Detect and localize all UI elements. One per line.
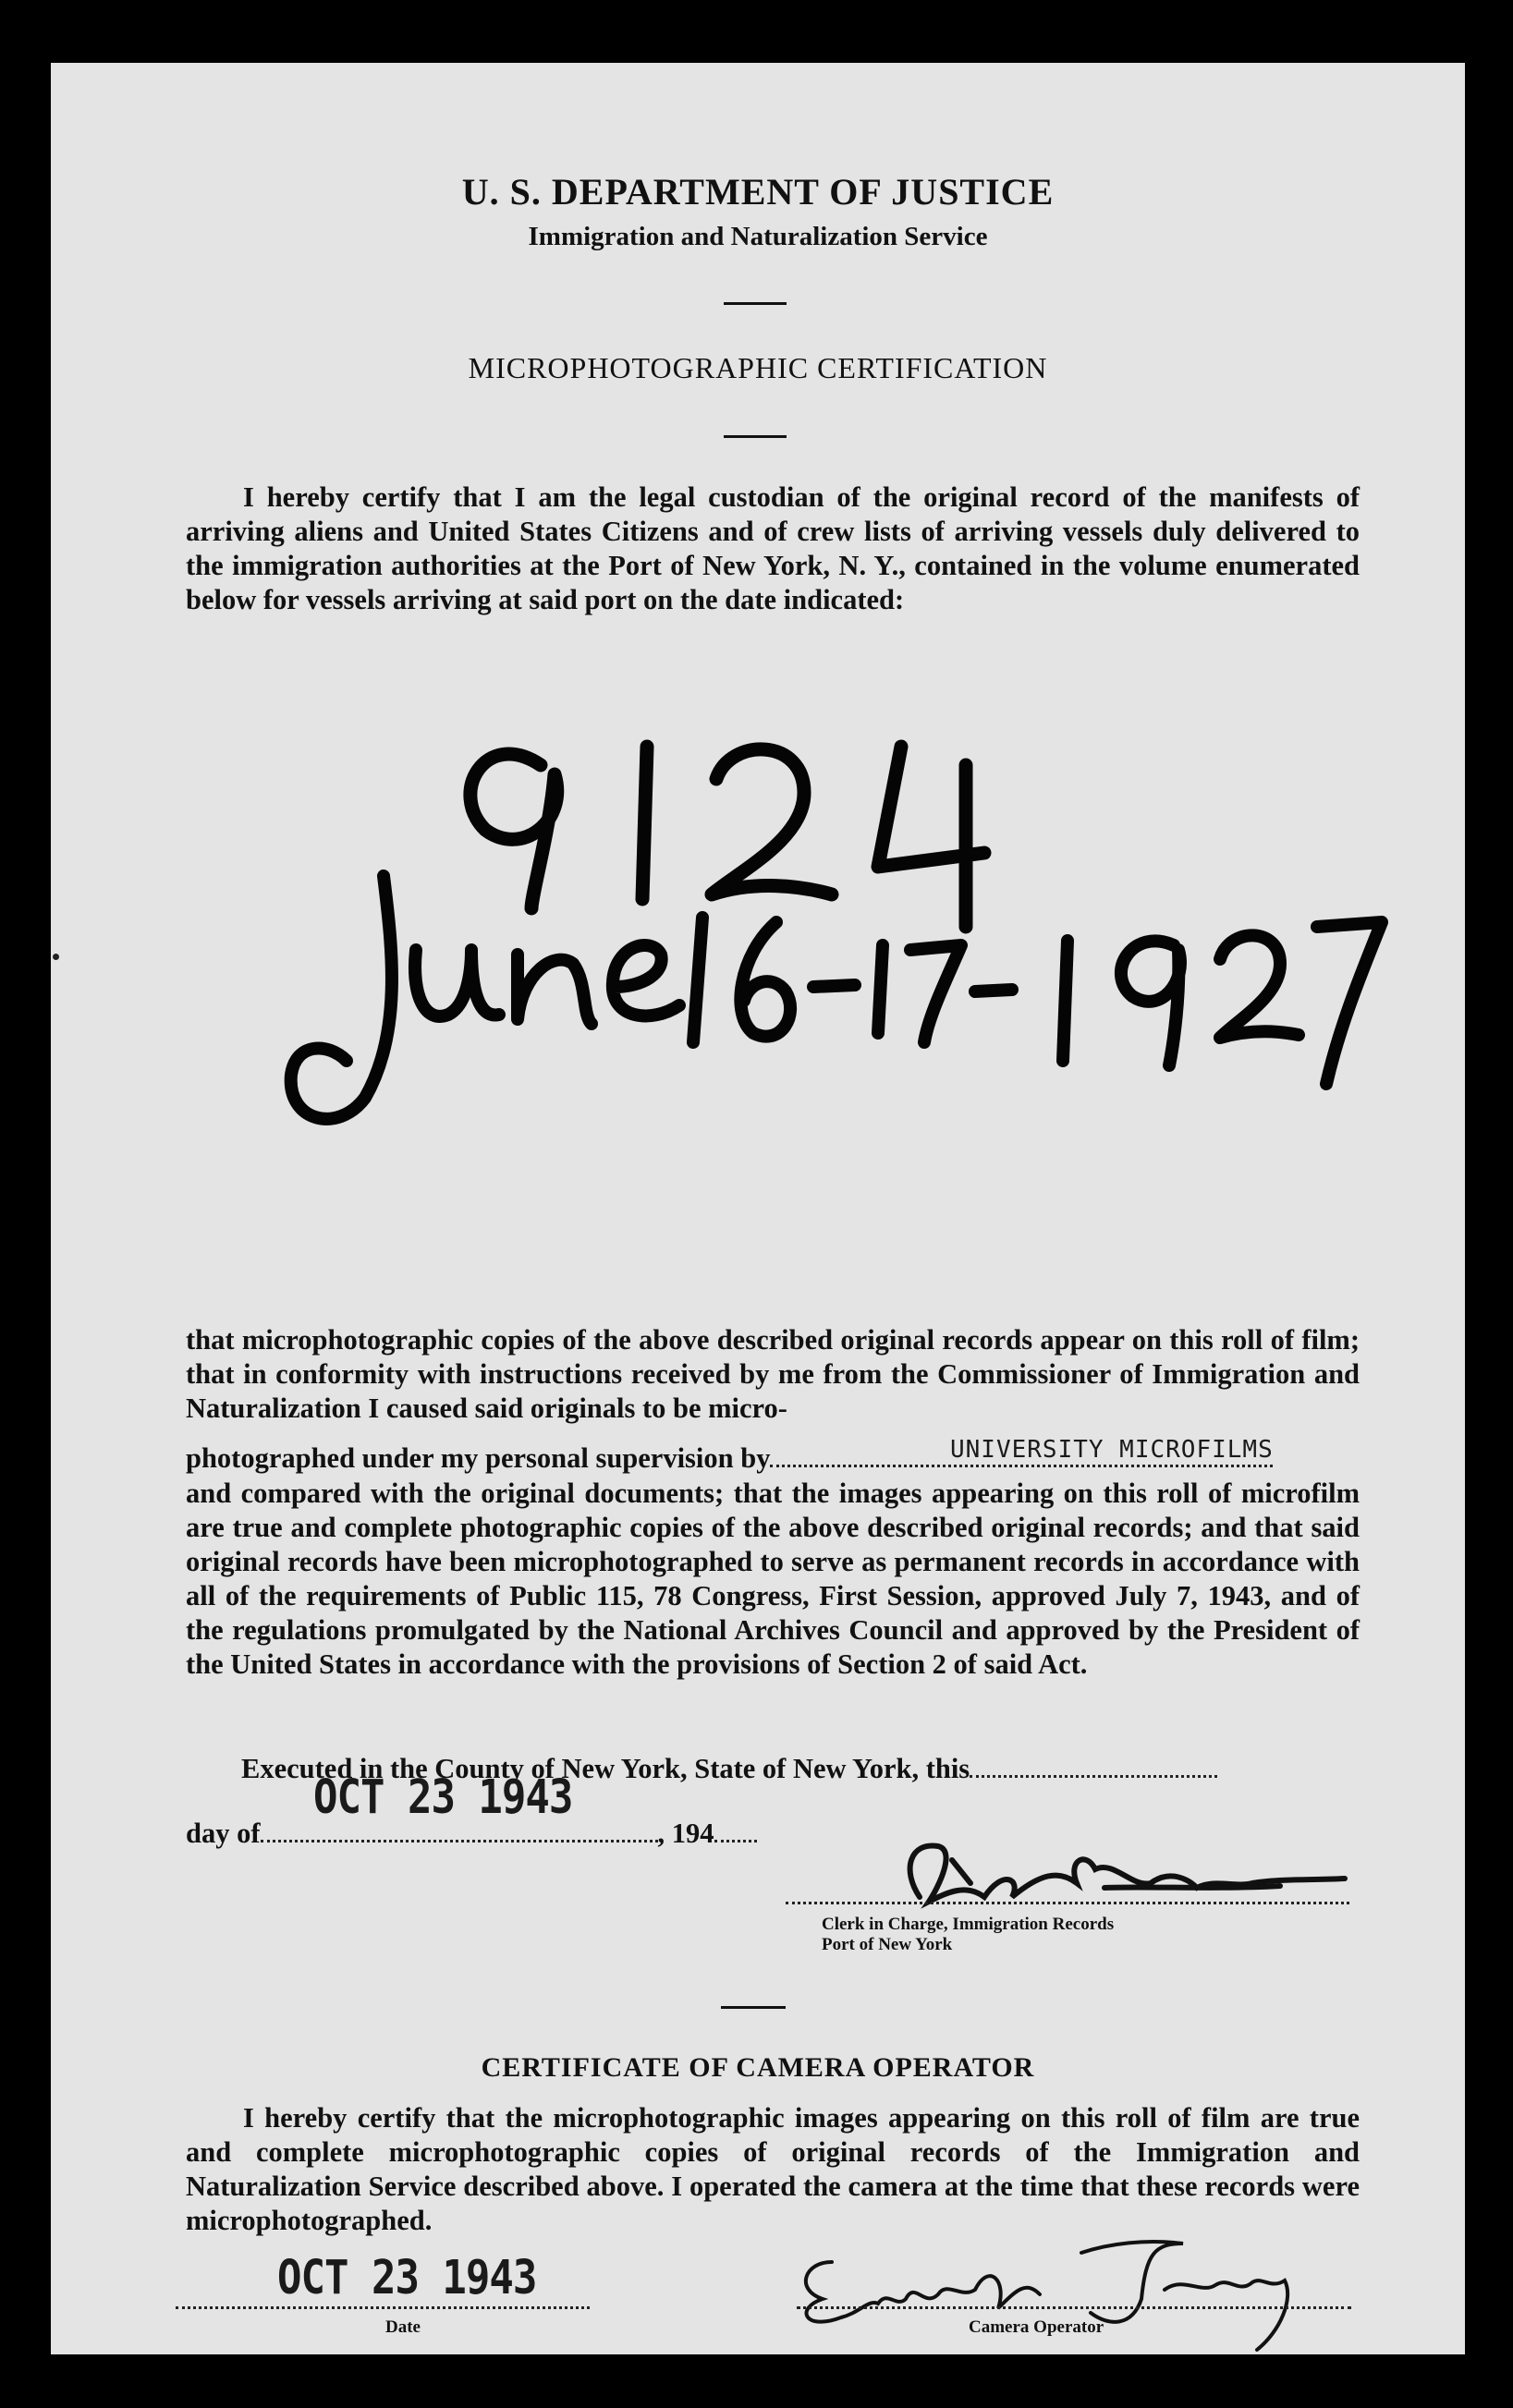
clerk-signature [864, 1832, 1382, 1925]
divider [724, 435, 787, 438]
certification-heading: MICROPHOTOGRAPHIC CERTIFICATION [468, 351, 1048, 384]
date-label: Date [385, 2317, 421, 2337]
handwritten-volume-entry [51, 63, 1465, 2354]
clerk-signature-line [786, 1902, 1349, 1904]
day-dotted-line [261, 1818, 658, 1842]
day-of-label: day of [186, 1818, 261, 1849]
year-dotted-line [714, 1818, 757, 1842]
year-prefix: , 194 [657, 1818, 714, 1849]
divider [721, 2006, 786, 2009]
authorization-statement: that microphotographic copies of the above described original records appear on this roll of film; that in conformity with instructions received by me from the Commissioner of Immigration and Naturalization I caused said originals to be micro- [186, 1324, 1360, 1424]
service-subtitle: Immigration and Naturalization Service [528, 222, 988, 251]
date-line [176, 2306, 590, 2309]
film-speck [53, 954, 59, 960]
custodian-statement-text: I hereby certify that I am the legal custodian of the original record of the manifests of arriving aliens and United States Citizens and of crew lists of arriving vessels duly delivered to the immigration authorities at the Port of New York, N. Y., contained in the volume enumerated below for vessels arriving at said port on the date indicated: [186, 481, 1360, 615]
microfilm-company-stamp: UNIVERSITY MICROFILMS [950, 1436, 1274, 1464]
camera-operator-statement [186, 2101, 1360, 2238]
custodian-statement [186, 480, 1360, 617]
clerk-title: Clerk in Charge, Immigration Records [822, 1915, 1115, 1934]
execution-date-stamp: OCT 23 1943 [313, 1770, 573, 1825]
executed-text: Executed in the County of New York, State of New York, this [241, 1753, 970, 1784]
camera-operator-line [797, 2306, 1351, 2309]
camera-operator-text: I hereby certify that the microphotographic images appearing on this roll of film are true and complete microphotographic copies of original records of the Immigration and Naturalization Service described above. I operated the camera at the time that these records were microphotographed. [186, 2102, 1360, 2236]
camera-operator-heading: CERTIFICATE OF CAMERA OPERATOR [481, 2052, 1035, 2083]
divider [724, 302, 787, 305]
clerk-office: Port of New York [822, 1935, 953, 1954]
department-title: U. S. DEPARTMENT OF JUSTICE [461, 171, 1055, 213]
camera-date-stamp: OCT 23 1943 [277, 2251, 537, 2305]
camera-operator-label: Camera Operator [969, 2317, 1104, 2337]
supervision-label: photographed under my personal supervision by [186, 1442, 771, 1474]
executed-dotted-line [970, 1753, 1217, 1778]
certificate-page [51, 63, 1465, 2354]
day-of-line [186, 1817, 757, 1851]
compliance-statement: and compared with the original documents; that the images appearing on this roll of microfilm are true and complete photographic copies of the above described original records; and that said original records have been microphotographed to serve as permanent records in accordance with all of the requirements of Public 115, 78 Congress, First Session, approved July 7, 1943, and of the regulations promulgated by the National Archives Council and approved by the President of the United States in accordance with the provisions of Section 2 of said Act. [186, 1478, 1360, 1680]
